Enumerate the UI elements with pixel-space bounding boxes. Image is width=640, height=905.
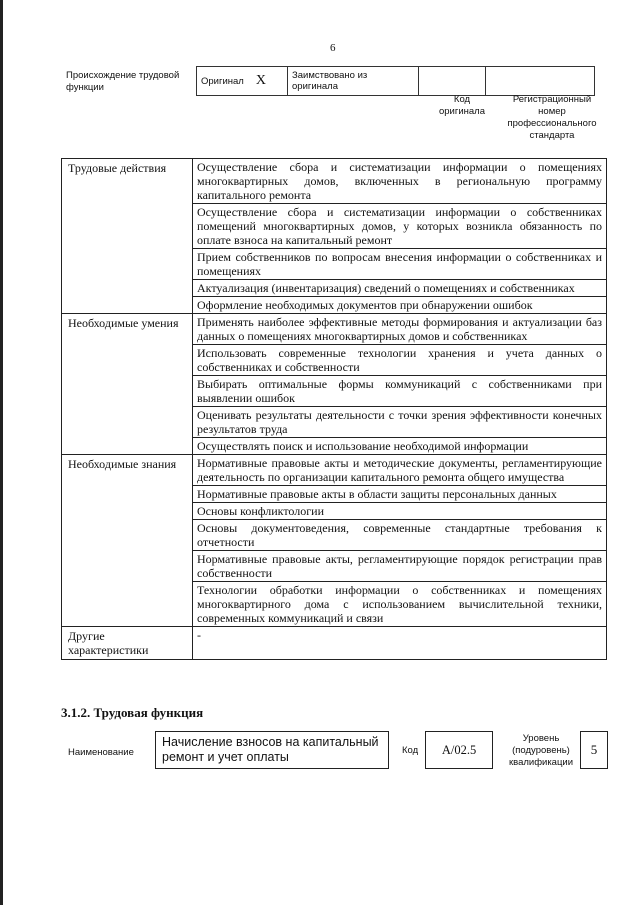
original-cell	[197, 67, 288, 96]
section-title: Необходимые умения	[62, 314, 193, 455]
section-item: Оформление необходимых документов при обнаружении ошибок	[193, 297, 607, 314]
section-item: Оценивать результаты деятельности с точки зрения эффективности конечных результатов труда	[193, 407, 607, 438]
section-item: Нормативные правовые акты и методические документы, регламентирующие деятельность по организации капитального ремонта общего имущества	[193, 455, 607, 486]
section-item: Основы документоведения, современные стандартные требования к отчетности	[193, 520, 607, 551]
reg-caption: Регистрационный номер профессионального стандарта	[507, 94, 597, 141]
reg-number-cell	[486, 67, 595, 96]
section-item: Основы конфликтологии	[193, 503, 607, 520]
function-heading: 3.1.2. Трудовая функция	[61, 705, 204, 720]
section-item: Технологии обработки информации о собственниках и помещениях многоквартирного дома с использованием вычислительной техники, современных коммуникаций и связи	[193, 582, 607, 627]
table-row	[62, 314, 607, 345]
function-details-table	[61, 158, 607, 660]
scan-edge	[0, 0, 3, 905]
code-label: Код	[402, 745, 419, 756]
borrowed-cell	[288, 67, 419, 96]
section-item: -	[193, 627, 607, 660]
section-title: Необходимые знания	[62, 455, 193, 627]
section-item: Выбирать оптимальные формы коммуникаций с собственниками при выявлении ошибок	[193, 376, 607, 407]
function-details-body	[62, 159, 607, 660]
table-row	[62, 455, 607, 486]
code-caption: Код оригинала	[438, 94, 485, 117]
section-item: Нормативные правовые акты, регламентирующие порядок регистрации прав собственности	[193, 551, 607, 582]
origin-label: Происхождение трудовой функции	[66, 70, 180, 93]
level-field: 5	[580, 731, 608, 769]
section-title: Трудовые действия	[62, 159, 193, 314]
section-item: Прием собственников по вопросам внесения информации о собственниках и помещениях	[193, 249, 607, 280]
section-item: Нормативные правовые акты в области защиты персональных данных	[193, 486, 607, 503]
borrowed-label: Заимствовано из оригинала	[292, 70, 368, 92]
original-label: Оригинал	[201, 76, 244, 87]
origin-table	[196, 66, 595, 96]
name-label: Наименование	[68, 747, 134, 758]
function-code-field: A/02.5	[425, 731, 493, 769]
original-code-cell	[419, 67, 486, 96]
page-number: 6	[330, 42, 336, 54]
original-mark: X	[255, 73, 266, 88]
table-row	[62, 159, 607, 204]
section-item: Применять наиболее эффективные методы формирования и актуализации баз данных о помещениях многоквартирных домов и собственниках	[193, 314, 607, 345]
level-label: Уровень (подуровень) квалификации	[508, 733, 574, 768]
section-item: Использовать современные технологии хранения и учета данных о собственниках и собственности	[193, 345, 607, 376]
section-item: Осуществлять поиск и использование необходимой информации	[193, 438, 607, 455]
section-item: Осуществление сбора и систематизации информации о собственниках помещений многоквартирных домов, у которых возникла обязанность по оплате взноса на капитальный ремонт	[193, 204, 607, 249]
function-name-field: Начисление взносов на капитальный ремонт и учет оплаты	[155, 731, 389, 769]
section-item: Актуализация (инвентаризация) сведений о помещениях и собственниках	[193, 280, 607, 297]
table-row	[62, 627, 607, 660]
section-item: Осуществление сбора и систематизации информации о помещениях многоквартирных домов, включенных в региональную программу капитального ремонта	[193, 159, 607, 204]
section-title: Другие характеристики	[62, 627, 193, 660]
